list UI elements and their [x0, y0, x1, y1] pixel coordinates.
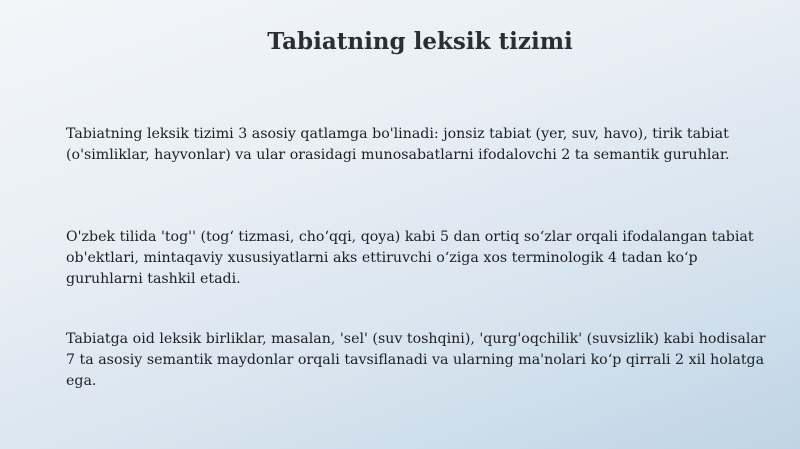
slide-title: Tabiatning leksik tizimi	[267, 28, 573, 55]
paragraph-2: O'zbek tilida 'tog'' (tog‘ tizmasi, cho‘qqi, qoya) kabi 5 dan ortiq so‘zlar orqali ifodalangan tabiat ob'ektlari, mintaqaviy xususiyatlarni aks ettiruvchi o‘ziga xos terminologik 4 tadan ko‘p guruhlarni tashkil etadi.	[66, 229, 754, 287]
paragraph-3: Tabiatga oid leksik birliklar, masalan, 'sel' (suv toshqini), 'qurg'oqchilik' (suvsizlik) kabi hodisalar 7 ta asosiy semantik maydonlar orqali tavsiflanadi va ularning ma'nolari ko‘p qirrali 2 xil holatga ega.	[66, 331, 766, 389]
paragraph-1: Tabiatning leksik tizimi 3 asosiy qatlamga bo'linadi: jonsiz tabiat (yer, suv, havo), tirik tabiat (o'simliklar, hayvonlar) va ular orasidagi munosabatlarni ifodalovchi 2 ta semantik guruhlar.	[66, 126, 730, 163]
